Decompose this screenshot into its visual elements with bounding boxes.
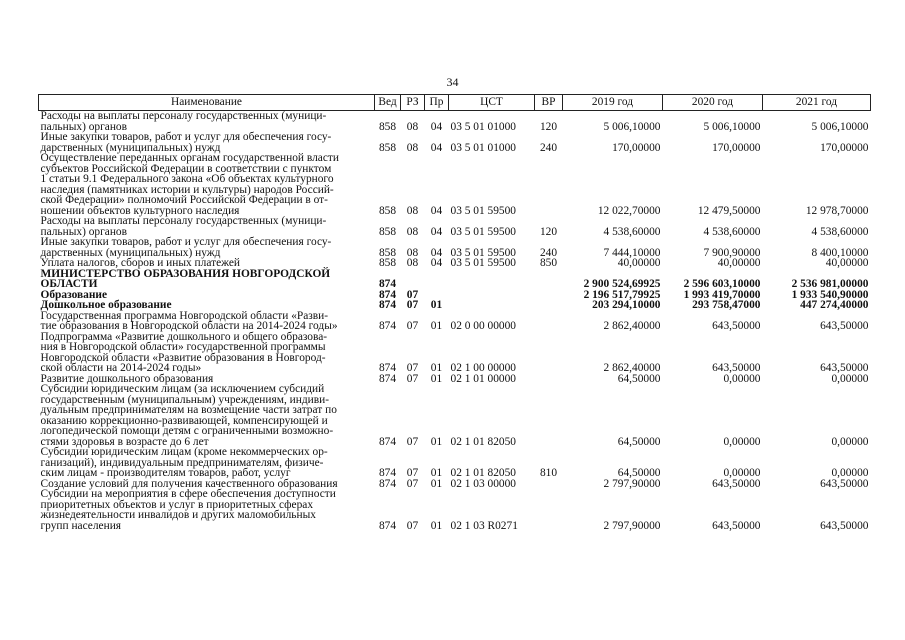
cell-2019: 12 022,70000 [597,204,661,217]
table-row [39,332,871,374]
name-line: Субсидии юридическим лицам (за исключением субсидий [40,383,325,395]
cell-cst: 03 5 01 59500 [450,246,516,259]
cell-pr: 01 [430,477,443,490]
cell-vr [535,311,563,332]
table-row [39,216,871,237]
name-line: оказанию коррекционно-развивающей, компенсирующей и [40,414,328,427]
cell-name [39,489,375,531]
name-line: Уплата налогов, сборов и иных платежей [40,257,240,269]
table-row [39,447,871,479]
cell-vr: 810 [539,467,558,479]
cell-cst: 03 5 01 59500 [450,225,516,238]
name-line: субъектов Российской Федерации в соответствии с пунктом [40,162,332,175]
table-header-row [39,95,871,111]
cell-cst: 02 1 03 00000 [450,477,516,490]
table-row [39,489,871,531]
cell-2020: 643,50000 [712,519,761,532]
cell-pr: 01 [430,467,443,479]
name-line: Осуществление переданных органам государственной власти [40,152,339,164]
cell-vr [535,374,563,385]
cell-2020: 12 479,50000 [697,204,761,217]
table-row [39,258,871,269]
cell-ved: 874 [378,467,397,479]
cell-vr [535,300,563,311]
cell-2019: 2 862,40000 [603,362,661,374]
page-number: 34 [446,75,459,89]
cell-ved: 874 [378,519,397,532]
table-body [39,111,871,532]
cell-name [39,269,375,290]
name-line: Расходы на выплаты персоналу государственных (муници- [40,215,327,227]
cell-vr [535,332,563,374]
cell-2021: 643,50000 [820,519,869,532]
cell-pr: 04 [430,120,443,133]
cell-ved: 858 [378,246,397,259]
cell-cst [449,290,535,301]
name-line: дарственных (муниципальных) нужд [40,141,221,154]
cell-pr: 01 [430,372,443,385]
cell-2020: 0,00000 [723,435,761,448]
cell-name [39,300,375,311]
cell-2019: 64,50000 [617,435,661,448]
name-line: тие образования в Новгородской области на 2014-2024 годы» [40,320,338,332]
name-line: пальных) органов [40,120,128,133]
cell-cst: 02 1 01 82050 [450,467,516,479]
header-name: Наименование [39,95,375,111]
cell-2020: 293 758,47000 [692,299,761,311]
cell-ved: 874 [378,362,397,374]
cell-rz: 07 [406,299,419,311]
cell-2021: 170,00000 [820,141,869,154]
name-line: ношении объектов культурного наследия [40,204,240,217]
cell-ved: 858 [378,120,397,133]
cell-2020: 0,00000 [723,467,761,479]
name-line: логопедической помощи детям с ограниченными возможно- [40,425,334,437]
cell-name [39,384,375,447]
cell-rz: 08 [406,120,419,133]
cell-vr: 240 [539,141,558,154]
cell-ved: 858 [378,225,397,238]
cell-2020: 643,50000 [712,477,761,490]
cell-ved: 858 [378,141,397,154]
table-row [39,300,871,311]
cell-2020: 170,00000 [712,141,761,154]
cell-2019: 64,50000 [617,467,661,479]
cell-name [39,311,375,332]
name-line: 1 статьи 9.1 Федерального закона «Об объектах культурного [40,173,334,185]
name-line: ния в Новгородской области» государственной программы [40,341,326,353]
cell-rz: 07 [406,362,419,374]
cell-2021: 643,50000 [820,362,869,374]
name-line: Подпрограмма «Развитие дошкольного и общего образова- [40,330,328,343]
cell-rz [401,269,425,290]
cell-vr: 240 [539,246,558,259]
cell-name [39,447,375,479]
cell-2021: 4 538,60000 [811,225,869,238]
cell-name [39,258,375,269]
cell-rz: 07 [406,435,419,448]
cell-vr: 120 [539,120,558,133]
name-line: жизнедеятельности инвалидов и других маломобильных [40,509,316,521]
header-vr: ВР [535,95,563,111]
name-line: приоритетных объектов и услуг в приоритетных сферах [40,498,314,511]
cell-2020: 0,00000 [723,372,761,385]
cell-2021: 8 400,10000 [811,246,869,259]
name-line: Иные закупки товаров, работ и услуг для обеспечения госу- [40,236,332,248]
header-cst: ЦСТ [449,95,535,111]
cell-2019: 2 862,40000 [603,320,661,332]
cell-2021: 40,00000 [825,257,869,269]
cell-2019: 4 538,60000 [603,225,661,238]
header-rz: РЗ [401,95,425,111]
name-line: наследия (памятниках истории и культуры) народов Россий- [40,183,334,196]
name-line: ОБЛАСТИ [40,278,98,290]
cell-2021: 643,50000 [820,477,869,490]
header-2019: 2019 год [563,95,663,111]
cell-2019: 2 196 517,79925 [583,288,661,301]
name-line: ским лицам - производителям товаров, работ, услуг [40,467,291,479]
cell-ved: 858 [378,257,397,269]
cell-2020: 1 993 419,70000 [683,288,761,301]
cell-2019: 2 797,90000 [603,477,661,490]
name-line: Иные закупки товаров, работ и услуг для обеспечения госу- [40,131,332,143]
name-line: Субсидии на мероприятия в сфере обеспечения доступности [40,488,336,500]
header-2021: 2021 год [763,95,871,111]
cell-ved: 858 [378,204,397,217]
cell-rz: 07 [406,320,419,332]
cell-ved: 874 [378,372,397,385]
cell-ved: 874 [378,288,397,301]
cell-2020: 5 006,10000 [703,120,761,133]
name-line: пальных) органов [40,225,128,238]
cell-cst [449,300,535,311]
name-line: Образование [40,288,108,301]
cell-ved: 874 [378,477,397,490]
cell-cst: 03 5 01 59500 [450,204,516,217]
cell-pr: 01 [430,362,443,374]
table-row [39,153,871,216]
name-line: групп населения [40,519,122,532]
cell-rz: 07 [406,519,419,532]
cell-cst: 03 5 01 01000 [450,120,516,133]
cell-2021: 0,00000 [831,467,869,479]
name-line: государственным (муниципальным) учреждениям, индиви- [40,393,329,406]
cell-cst: 02 1 03 R0271 [450,519,518,532]
cell-2020: 4 538,60000 [703,225,761,238]
cell-2020: 7 900,90000 [703,246,761,259]
cell-pr [425,269,449,290]
cell-2019: 170,00000 [612,141,661,154]
cell-vr [535,269,563,290]
cell-pr: 04 [430,225,443,238]
table-row [39,269,871,290]
cell-2021: 2 536 981,00000 [791,278,869,290]
cell-pr: 01 [430,299,443,311]
cell-2019: 2 900 524,69925 [583,278,661,290]
name-line: дуальным предпринимателям на возмещение части затрат по [40,404,337,416]
cell-2019: 7 444,10000 [603,246,661,259]
name-line: ской области на 2014-2024 годы» [40,362,202,374]
header-pr: Пр [425,95,449,111]
cell-pr: 01 [430,519,443,532]
name-line: Государственная программа Новгородской области «Разви- [40,309,329,322]
cell-2020: 643,50000 [712,320,761,332]
cell-rz: 08 [406,225,419,238]
cell-cst: 02 1 01 82050 [450,435,516,448]
table-row [39,311,871,332]
cell-2019: 64,50000 [617,372,661,385]
cell-vr [535,489,563,531]
cell-vr: 850 [539,257,558,269]
cell-cst [449,269,535,290]
cell-pr: 04 [430,246,443,259]
cell-rz: 07 [406,372,419,385]
name-line: Расходы на выплаты персоналу государственных (муници- [40,110,327,122]
cell-2021: 5 006,10000 [811,120,869,133]
cell-ved: 874 [378,320,397,332]
cell-2021: 643,50000 [820,320,869,332]
cell-cst: 02 1 00 00000 [450,362,516,374]
cell-2021: 0,00000 [831,372,869,385]
cell-ved: 874 [378,278,397,290]
cell-rz: 07 [406,477,419,490]
cell-2020: 40,00000 [717,257,761,269]
name-line: дарственных (муниципальных) нужд [40,246,221,259]
cell-pr: 04 [430,257,443,269]
name-line: ганизаций), индивидуальным предпринимателям, физиче- [40,456,324,469]
cell-vr [535,290,563,301]
cell-name [39,153,375,216]
cell-2019: 2 797,90000 [603,519,661,532]
cell-cst: 02 1 01 00000 [450,372,516,385]
cell-2020: 643,50000 [712,362,761,374]
cell-vr [535,153,563,216]
cell-name [39,132,375,153]
header-2020: 2020 год [663,95,763,111]
cell-pr: 04 [430,141,443,154]
cell-pr: 04 [430,204,443,217]
cell-2021: 447 274,40000 [800,299,869,311]
name-line: Субсидии юридическим лицам (кроме некоммерческих ор- [40,446,328,458]
table-row [39,132,871,153]
cell-2020: 2 596 603,10000 [683,278,761,290]
cell-rz: 08 [406,257,419,269]
name-line: Создание условий для получения качественного образования [40,477,338,490]
cell-name [39,237,375,258]
name-line: МИНИСТЕРСТВО ОБРАЗОВАНИЯ НОВГОРОДСКОЙ [40,267,331,280]
cell-rz: 08 [406,141,419,154]
cell-name [39,216,375,237]
cell-2019: 203 294,10000 [592,299,661,311]
name-line: Новгородской области «Развитие образования в Новгород- [40,351,326,364]
cell-pr: 01 [430,320,443,332]
cell-cst: 03 5 01 01000 [450,141,516,154]
cell-ved: 874 [378,435,397,448]
cell-rz: 07 [406,288,419,301]
name-line: ской Федерации» полномочий Российской Федерации в от- [40,194,328,206]
cell-vr [535,479,563,490]
cell-rz: 08 [406,246,419,259]
cell-2019: 5 006,10000 [603,120,661,133]
cell-2021: 0,00000 [831,435,869,448]
name-line: Дошкольное образование [40,299,172,311]
name-line: Развитие дошкольного образования [40,372,214,385]
cell-name [39,332,375,374]
cell-pr: 01 [430,435,443,448]
cell-name [39,111,375,133]
cell-2019: 40,00000 [617,257,661,269]
cell-2021: 12 978,70000 [805,204,869,217]
cell-ved: 874 [378,299,397,311]
table-row [39,237,871,258]
cell-rz: 07 [406,467,419,479]
table-row [39,384,871,447]
budget-table [38,94,871,531]
cell-cst: 03 5 01 59500 [450,257,516,269]
cell-rz: 08 [406,204,419,217]
cell-vr [535,384,563,447]
cell-vr: 120 [539,225,558,238]
cell-2021: 1 933 540,90000 [791,288,869,301]
name-line: стями здоровья в возрасте до 6 лет [40,435,209,448]
cell-cst: 02 0 00 00000 [450,320,516,332]
header-ved: Вед [375,95,401,111]
table-row [39,111,871,133]
